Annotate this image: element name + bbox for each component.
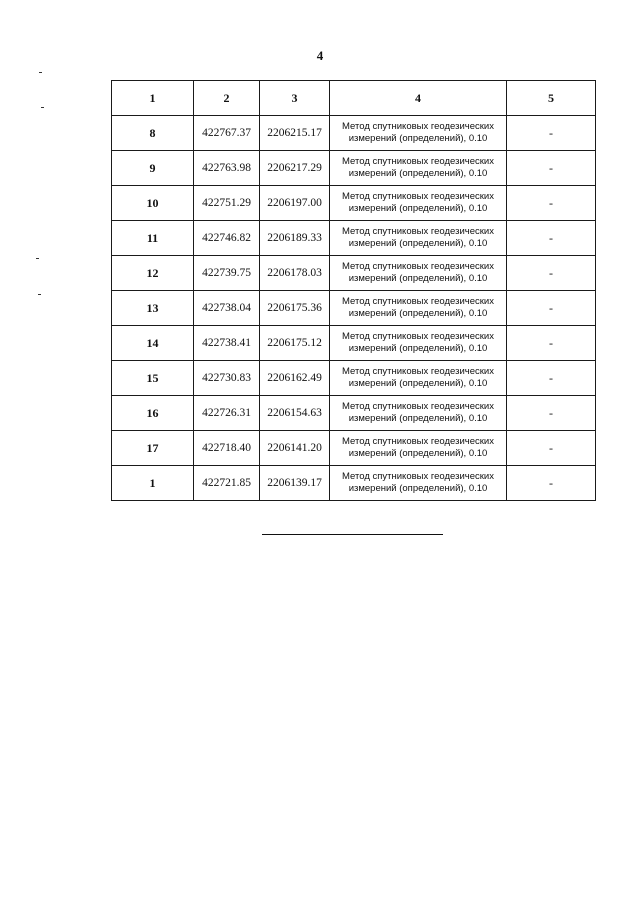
scan-speck xyxy=(38,294,41,295)
table-row xyxy=(112,326,596,361)
y-coordinate-cell: 2206139.17 xyxy=(260,466,330,501)
column-5-cell: - xyxy=(507,326,596,361)
header-col-1: 1 xyxy=(112,81,194,116)
point-number-cell: 8 xyxy=(112,116,194,151)
method-line-1: Метод спутниковых геодезических xyxy=(342,366,494,377)
column-5-cell: - xyxy=(507,291,596,326)
scan-speck xyxy=(41,107,44,108)
method-cell xyxy=(330,186,507,221)
table-row xyxy=(112,361,596,396)
x-coordinate-cell: 422738.04 xyxy=(194,291,260,326)
method-line-1: Метод спутниковых геодезических xyxy=(342,261,494,272)
x-coordinate-cell: 422721.85 xyxy=(194,466,260,501)
table-body xyxy=(112,116,596,501)
method-cell xyxy=(330,116,507,151)
y-coordinate-cell: 2206154.63 xyxy=(260,396,330,431)
method-cell xyxy=(330,256,507,291)
point-number-cell: 11 xyxy=(112,221,194,256)
table-row xyxy=(112,396,596,431)
x-coordinate-cell: 422739.75 xyxy=(194,256,260,291)
point-number-cell: 1 xyxy=(112,466,194,501)
x-coordinate-cell: 422718.40 xyxy=(194,431,260,466)
method-line-2: измерений (определений), 0.10 xyxy=(348,413,488,424)
method-line-1: Метод спутниковых геодезических xyxy=(342,471,494,482)
method-line-1: Метод спутниковых геодезических xyxy=(342,436,494,447)
table-row xyxy=(112,221,596,256)
method-line-1: Метод спутниковых геодезических xyxy=(342,156,494,167)
closing-underline xyxy=(262,534,443,535)
method-line-1: Метод спутниковых геодезических xyxy=(342,226,494,237)
method-line-1: Метод спутниковых геодезических xyxy=(342,191,494,202)
y-coordinate-cell: 2206175.36 xyxy=(260,291,330,326)
y-coordinate-cell: 2206178.03 xyxy=(260,256,330,291)
method-cell xyxy=(330,466,507,501)
point-number-cell: 13 xyxy=(112,291,194,326)
method-line-2: измерений (определений), 0.10 xyxy=(348,203,488,214)
column-5-cell: - xyxy=(507,186,596,221)
x-coordinate-cell: 422738.41 xyxy=(194,326,260,361)
column-5-cell: - xyxy=(507,361,596,396)
x-coordinate-cell: 422730.83 xyxy=(194,361,260,396)
point-number-cell: 16 xyxy=(112,396,194,431)
x-coordinate-cell: 422767.37 xyxy=(194,116,260,151)
y-coordinate-cell: 2206175.12 xyxy=(260,326,330,361)
method-line-2: измерений (определений), 0.10 xyxy=(348,343,488,354)
method-line-2: измерений (определений), 0.10 xyxy=(348,168,488,179)
header-col-3: 3 xyxy=(260,81,330,116)
point-number-cell: 10 xyxy=(112,186,194,221)
coordinates-table xyxy=(111,80,596,501)
method-line-2: измерений (определений), 0.10 xyxy=(348,448,488,459)
column-5-cell: - xyxy=(507,466,596,501)
point-number-cell: 17 xyxy=(112,431,194,466)
y-coordinate-cell: 2206162.49 xyxy=(260,361,330,396)
method-line-1: Метод спутниковых геодезических xyxy=(342,331,494,342)
table-row xyxy=(112,291,596,326)
column-5-cell: - xyxy=(507,151,596,186)
column-5-cell: - xyxy=(507,431,596,466)
y-coordinate-cell: 2206189.33 xyxy=(260,221,330,256)
table-row xyxy=(112,151,596,186)
point-number-cell: 12 xyxy=(112,256,194,291)
method-line-1: Метод спутниковых геодезических xyxy=(342,121,494,132)
method-line-2: измерений (определений), 0.10 xyxy=(348,273,488,284)
x-coordinate-cell: 422726.31 xyxy=(194,396,260,431)
method-cell xyxy=(330,291,507,326)
y-coordinate-cell: 2206217.29 xyxy=(260,151,330,186)
method-line-1: Метод спутниковых геодезических xyxy=(342,296,494,307)
method-cell xyxy=(330,221,507,256)
page-number: 4 xyxy=(316,48,324,63)
x-coordinate-cell: 422763.98 xyxy=(194,151,260,186)
method-line-2: измерений (определений), 0.10 xyxy=(348,483,488,494)
y-coordinate-cell: 2206141.20 xyxy=(260,431,330,466)
method-cell xyxy=(330,431,507,466)
method-cell xyxy=(330,361,507,396)
point-number-cell: 15 xyxy=(112,361,194,396)
table-row xyxy=(112,186,596,221)
method-line-2: измерений (определений), 0.10 xyxy=(348,133,488,144)
scan-speck xyxy=(36,258,39,259)
point-number-cell: 14 xyxy=(112,326,194,361)
y-coordinate-cell: 2206215.17 xyxy=(260,116,330,151)
header-col-2: 2 xyxy=(194,81,260,116)
scan-speck xyxy=(39,72,42,73)
method-line-1: Метод спутниковых геодезических xyxy=(342,401,494,412)
header-col-5: 5 xyxy=(507,81,596,116)
header-col-4: 4 xyxy=(330,81,507,116)
method-cell xyxy=(330,326,507,361)
method-line-2: измерений (определений), 0.10 xyxy=(348,238,488,249)
table-row xyxy=(112,431,596,466)
column-5-cell: - xyxy=(507,116,596,151)
method-cell xyxy=(330,396,507,431)
table-header-row xyxy=(112,81,596,116)
y-coordinate-cell: 2206197.00 xyxy=(260,186,330,221)
x-coordinate-cell: 422746.82 xyxy=(194,221,260,256)
method-line-2: измерений (определений), 0.10 xyxy=(348,378,488,389)
column-5-cell: - xyxy=(507,396,596,431)
point-number-cell: 9 xyxy=(112,151,194,186)
column-5-cell: - xyxy=(507,256,596,291)
table-row xyxy=(112,466,596,501)
table-row xyxy=(112,116,596,151)
table-row xyxy=(112,256,596,291)
x-coordinate-cell: 422751.29 xyxy=(194,186,260,221)
method-cell xyxy=(330,151,507,186)
column-5-cell: - xyxy=(507,221,596,256)
method-line-2: измерений (определений), 0.10 xyxy=(348,308,488,319)
